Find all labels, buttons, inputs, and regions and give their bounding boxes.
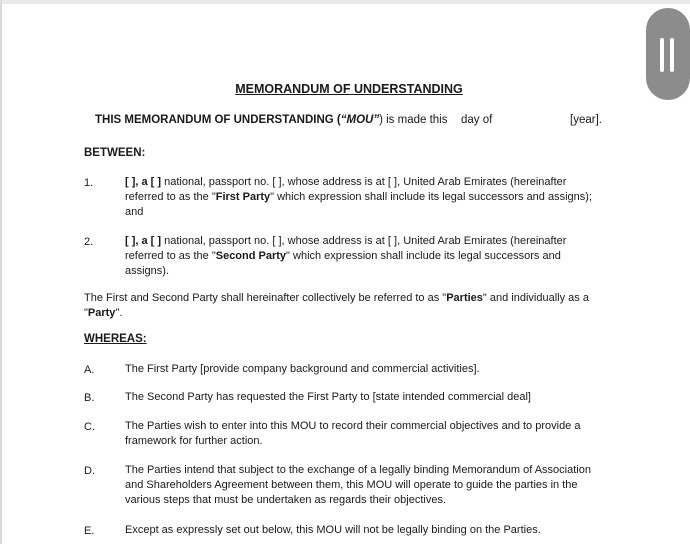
recital-line: and Shareholders Agreement between them, this MOU will operate to guide the parties in the (125, 479, 578, 491)
whereas-heading: WHEREAS: (84, 333, 147, 345)
collective-end: ". (115, 307, 123, 319)
recital-line: framework for further action. (125, 435, 263, 447)
recital-letter: D. (84, 465, 95, 477)
party-brackets: [ ], a [ ] (125, 176, 162, 188)
party-line2-start: referred to as the " (125, 250, 216, 262)
party-number: 2. (84, 236, 94, 248)
between-heading: BETWEEN: (84, 147, 146, 159)
collective-party: Party (87, 307, 116, 319)
party-number: 1. (84, 177, 94, 189)
collective-definition (84, 291, 614, 321)
recital-line: various steps that must be undertaken as regards their objectives. (125, 494, 447, 506)
page-top-edge (0, 0, 690, 4)
collective-start: The First and Second Party shall hereinafter collectively be referred to as " (84, 292, 447, 304)
party-name: First Party (215, 191, 271, 203)
recital-text (125, 463, 615, 508)
party-brackets: [ ], a [ ] (125, 235, 162, 247)
grip-line-icon (670, 38, 674, 72)
intro-lead: THIS MEMORANDUM OF UNDERSTANDING ( (95, 114, 341, 126)
intro-day-of: day of (461, 114, 493, 126)
recital-line: The First Party [provide company background and commercial activities]. (125, 363, 480, 375)
recital-line: Except as expressly set out below, this MOU will not be legally binding on the Parties. (125, 524, 541, 536)
party-line3: and (125, 206, 144, 218)
party-clause (125, 175, 615, 220)
intro-abbrev: “MOU” (340, 114, 380, 126)
collective-parties: Parties (446, 292, 483, 304)
party-line2-end: " which expression shall include its legal successors and (286, 250, 561, 262)
party-line1: national, passport no. [ ], whose address is at [ ], United Arab Emirates (hereinafter (161, 235, 567, 247)
recital-line: The Second Party has requested the First Party to [state intended commercial deal] (125, 391, 531, 403)
party-line3: assigns). (125, 265, 170, 277)
intro-year: [year]. (570, 114, 602, 126)
recital-text (125, 419, 615, 449)
recital-text (125, 523, 615, 538)
party-line1: national, passport no. [ ], whose address is at [ ], United Arab Emirates (hereinafter (161, 176, 567, 188)
recital-letter: B. (84, 392, 95, 404)
party-line2-start: referred to as the " (125, 191, 216, 203)
party-name: Second Party (215, 250, 287, 262)
collective-quote: " (84, 307, 88, 319)
recital-letter: C. (84, 421, 95, 433)
recital-text (125, 390, 615, 405)
intro-rest: ) is made this (379, 114, 448, 126)
party-line2-end: " which expression shall include its legal successors and assigns); (270, 191, 592, 203)
grip-line-icon (660, 38, 664, 72)
recital-letter: E. (84, 525, 95, 537)
scroll-handle[interactable] (646, 8, 690, 100)
party-clause (125, 234, 615, 279)
collective-middle: " and individually as a (482, 292, 589, 304)
recital-line: The Parties wish to enter into this MOU to record their commercial objectives and to provide a (125, 420, 581, 432)
recital-text (125, 362, 615, 377)
recital-line: The Parties intend that subject to the exchange of a legally binding Memorandum of Association (125, 464, 591, 476)
document-title: MEMORANDUM OF UNDERSTANDING (235, 82, 463, 96)
intro-statement (95, 114, 447, 126)
recital-letter: A. (84, 364, 95, 376)
